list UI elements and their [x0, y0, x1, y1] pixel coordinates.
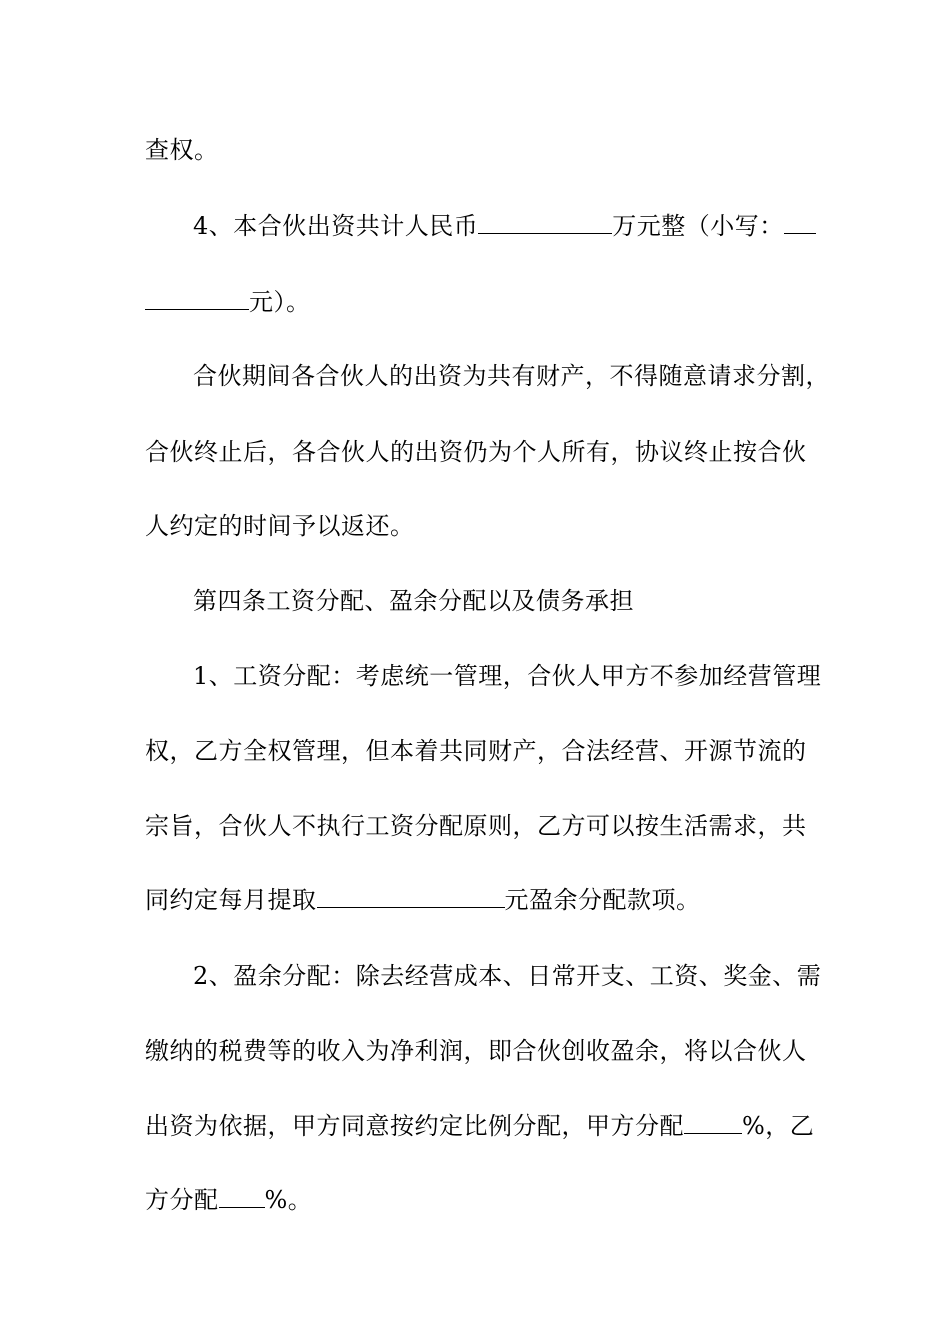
paragraph-line — [193, 360, 863, 392]
line-text: 查权。 — [145, 136, 219, 164]
paragraph-line — [193, 960, 863, 992]
heading-text: 第四条工资分配、盈余分配以及债务承担 — [193, 587, 634, 615]
line-text: 元）。 — [249, 288, 311, 316]
paragraph-line — [193, 660, 863, 692]
fill-in-blank — [317, 885, 505, 908]
paragraph-line — [145, 510, 815, 542]
paragraph-line — [145, 1184, 815, 1216]
line-text: 缴纳的税费等的收入为净利润，即合伙创收盈余，将以合伙人 — [145, 1037, 807, 1065]
line-text: 元盈余分配款项。 — [504, 886, 701, 914]
paragraph-line — [145, 286, 815, 318]
section-heading — [193, 585, 863, 617]
line-text: 4、本合伙出资共计人民币 — [193, 212, 479, 240]
line-text: 合伙终止后，各合伙人的出资仍为个人所有，协议终止按合伙 — [145, 438, 807, 466]
paragraph-line — [145, 1110, 815, 1142]
line-text: 出资为依据，甲方同意按约定比例分配，甲方分配 — [145, 1112, 684, 1140]
line-text: 2、盈余分配：除去经营成本、日常开支、工资、奖金、需 — [193, 962, 822, 990]
line-text: %。 — [264, 1186, 313, 1214]
paragraph-line — [145, 810, 815, 842]
fill-in-blank — [784, 211, 816, 234]
paragraph-line — [145, 1035, 815, 1067]
paragraph-line — [145, 134, 815, 166]
fill-in-blank — [145, 287, 249, 310]
paragraph-line — [145, 436, 815, 468]
line-text: 人约定的时间予以返还。 — [145, 512, 415, 540]
paragraph-line — [145, 884, 815, 916]
line-text: 权，乙方全权管理，但本着共同财产，合法经营、开源节流的 — [145, 737, 807, 765]
line-text: %，乙 — [742, 1112, 815, 1140]
fill-in-blank — [219, 1185, 265, 1208]
line-text: 宗旨，合伙人不执行工资分配原则，乙方可以按生活需求，共 — [145, 812, 807, 840]
line-text: 合伙期间各合伙人的出资为共有财产，不得随意请求分割， — [193, 362, 830, 390]
line-text: 万元整（小写： — [612, 212, 784, 240]
line-text: 同约定每月提取 — [145, 886, 317, 914]
fill-in-blank — [478, 211, 612, 234]
paragraph-line — [193, 210, 863, 242]
line-text: 方分配 — [145, 1186, 219, 1214]
fill-in-blank — [684, 1111, 742, 1134]
paragraph-line — [145, 735, 815, 767]
line-text: 1、工资分配：考虑统一管理，合伙人甲方不参加经营管理 — [193, 662, 822, 690]
